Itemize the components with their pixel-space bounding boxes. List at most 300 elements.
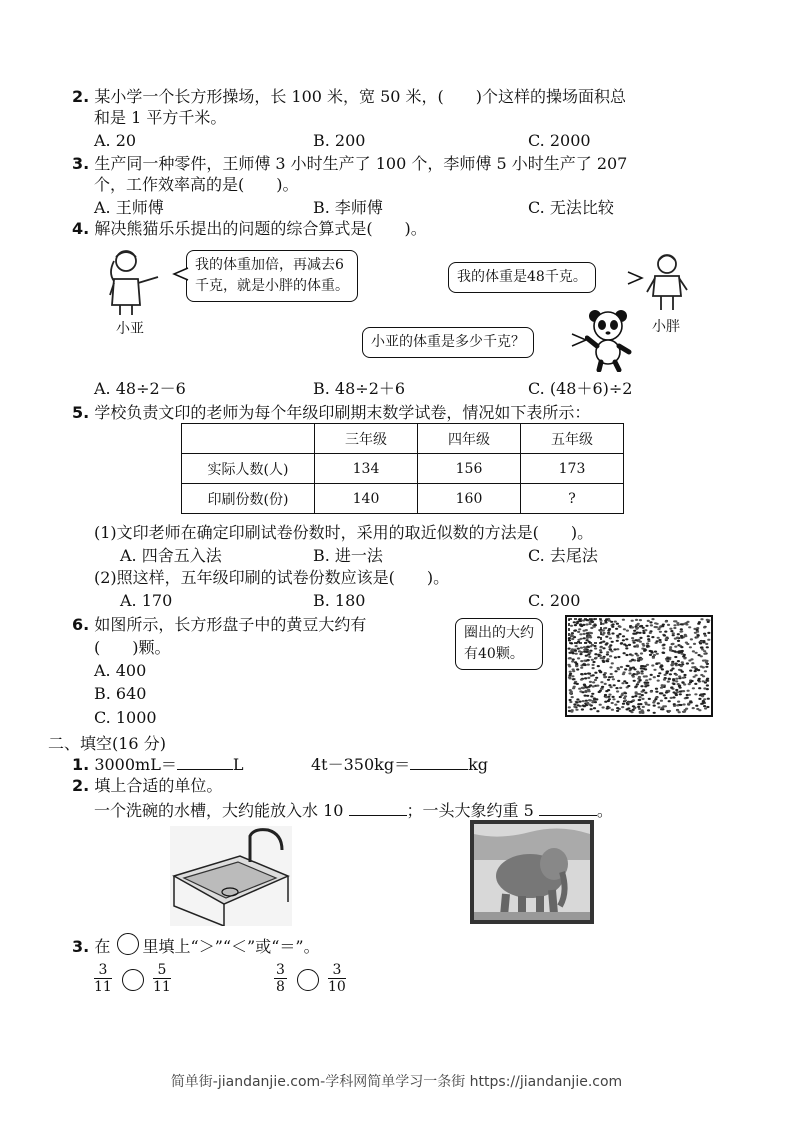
bean-dot <box>700 655 703 657</box>
bean-dot <box>653 712 656 714</box>
bean-dot <box>604 672 607 674</box>
bean-dot <box>707 639 710 641</box>
bean-dot <box>640 652 643 654</box>
option-a[interactable]: A. 400 <box>94 661 147 680</box>
bean-dot <box>697 669 700 671</box>
bean-dot <box>693 676 696 678</box>
bean-dot <box>640 658 643 660</box>
bean-dot <box>578 688 581 690</box>
bean-dot <box>639 637 642 639</box>
bean-dot <box>627 702 630 704</box>
question-text-cont: ( )颗。 <box>94 638 171 657</box>
bean-dot <box>599 620 602 622</box>
bean-dot <box>657 637 660 639</box>
bean-dot <box>628 644 631 646</box>
bean-dot <box>589 632 592 634</box>
bean-dot <box>636 646 639 648</box>
option-b[interactable]: B. 180 <box>313 591 366 610</box>
bean-dot <box>657 702 660 704</box>
bean-dot <box>611 632 614 634</box>
bean-dot <box>594 672 597 674</box>
bean-dot <box>644 668 647 670</box>
bean-dot <box>677 640 680 642</box>
bean-dot <box>636 683 639 685</box>
bean-dot <box>575 663 578 665</box>
bean-dot <box>631 620 634 622</box>
bean-dot <box>640 685 643 687</box>
bean-dot <box>605 696 608 698</box>
bean-dot <box>578 650 581 652</box>
option-b[interactable]: B. 48÷2＋6 <box>313 379 406 398</box>
option-a[interactable]: A. 王师傅 <box>94 198 164 217</box>
option-c[interactable]: C. 2000 <box>528 131 591 150</box>
bean-dot <box>580 625 583 627</box>
bean-dot <box>651 636 654 638</box>
name-label-boy: 小胖 <box>652 319 680 335</box>
bean-dot <box>642 645 645 647</box>
bean-dot <box>576 668 579 670</box>
bean-dot <box>613 684 616 686</box>
bean-dot <box>612 698 615 700</box>
bean-dot <box>651 652 654 654</box>
compare-circle[interactable] <box>297 969 319 991</box>
bean-dot <box>683 711 686 713</box>
bean-dot <box>608 620 611 622</box>
bean-dot <box>675 689 678 691</box>
bean-dot <box>673 703 676 705</box>
bean-dot <box>607 689 610 691</box>
elephant-image <box>470 820 594 924</box>
bean-dot <box>637 706 640 708</box>
question-text-cont: 和是 1 平方千米。 <box>94 108 227 127</box>
question-text: 。 <box>596 801 613 820</box>
bean-dot <box>696 627 699 629</box>
bean-dot <box>624 668 627 670</box>
bean-dot <box>606 651 609 653</box>
bean-dot <box>573 703 576 705</box>
bean-dot <box>658 639 661 641</box>
bean-dot <box>580 667 583 669</box>
bean-dot <box>629 710 632 712</box>
option-c[interactable]: C. 200 <box>528 591 581 610</box>
bean-dot <box>610 673 613 675</box>
bean-dot <box>678 652 681 654</box>
bean-dot <box>679 687 682 689</box>
unit-label: L <box>232 755 244 774</box>
option-a[interactable]: A. 48÷2－6 <box>94 379 186 398</box>
bean-plate-image <box>565 615 713 717</box>
bean-dot <box>571 696 574 698</box>
bean-dot <box>681 653 684 655</box>
bean-dot <box>573 706 576 708</box>
bean-dot <box>623 680 626 682</box>
bean-dot <box>597 654 600 656</box>
denominator: 11 <box>153 979 171 995</box>
bean-dot <box>703 687 706 689</box>
bean-dot <box>632 676 635 678</box>
bean-dot <box>614 621 617 623</box>
bean-dot <box>600 681 603 683</box>
bean-dot <box>584 673 587 675</box>
bean-dot <box>703 633 706 635</box>
bean-dot <box>663 679 666 681</box>
bean-dot <box>609 649 612 651</box>
bean-dot <box>578 701 581 703</box>
bean-dot <box>682 690 685 692</box>
bean-dot <box>697 635 700 637</box>
bean-dot <box>673 624 676 626</box>
bean-dot <box>692 707 695 709</box>
bean-dot <box>664 705 667 707</box>
bean-dot <box>602 706 605 708</box>
bubble-tail-icon <box>626 270 644 286</box>
speech-bubble-girl <box>186 250 358 302</box>
bean-dot <box>608 684 611 686</box>
bean-dot <box>584 695 587 697</box>
bean-dot <box>608 676 611 678</box>
bean-dot <box>697 679 700 681</box>
bean-dot <box>575 653 578 655</box>
speech-bubble-boy <box>448 262 596 293</box>
bean-dot <box>592 664 595 666</box>
bean-dot <box>579 690 582 692</box>
bean-dot <box>592 661 595 663</box>
bean-dot <box>632 640 635 642</box>
answer-blank[interactable] <box>410 753 468 770</box>
bean-dot <box>568 657 571 659</box>
bean-dot <box>661 668 664 670</box>
section-title: 二、填空(16 分) <box>48 734 166 753</box>
option-a[interactable]: A. 170 <box>120 591 173 610</box>
bean-dot <box>640 665 643 667</box>
bean-dot <box>577 657 580 659</box>
bean-dot <box>695 705 698 707</box>
panda-icon <box>585 308 633 372</box>
bean-dot <box>569 699 572 701</box>
bean-dot <box>653 705 656 707</box>
answer-blank[interactable] <box>349 799 407 816</box>
bean-dot <box>647 640 650 642</box>
bean-dot <box>592 681 595 683</box>
numerator: 5 <box>153 962 171 979</box>
bean-dot <box>626 708 629 710</box>
question-text: 一个洗碗的水槽，大约能放入水 10 <box>94 801 344 820</box>
bean-dot <box>617 656 620 658</box>
bean-dot <box>606 658 609 660</box>
bean-dot <box>633 668 636 670</box>
bean-dot <box>639 703 642 705</box>
question-number: 3. <box>72 937 90 956</box>
option-a[interactable]: A. 20 <box>94 131 137 150</box>
bean-dot <box>635 619 638 621</box>
bean-dot <box>636 654 639 656</box>
bean-dot <box>586 646 589 648</box>
bean-dot <box>694 693 697 695</box>
bean-dot <box>609 644 612 646</box>
bean-dot <box>654 651 657 653</box>
bean-dot <box>704 670 707 672</box>
bean-dot <box>680 646 683 648</box>
bean-dot <box>612 696 615 698</box>
bean-dot <box>613 648 616 650</box>
bean-dot <box>683 623 686 625</box>
fill-question-2-text <box>94 799 613 822</box>
bean-dot <box>576 683 579 685</box>
bean-dot <box>690 658 693 660</box>
boy-illustration <box>643 252 693 312</box>
bean-dot <box>633 630 636 632</box>
bean-dot <box>584 677 587 679</box>
bean-dot <box>575 709 578 711</box>
option-a[interactable]: A. 四舍五入法 <box>120 546 222 565</box>
bean-dot <box>581 708 584 710</box>
bean-dot <box>627 665 630 667</box>
bean-dot <box>622 619 625 621</box>
speech-bubble-beans <box>455 618 543 670</box>
bean-dot <box>667 681 670 683</box>
answer-blank[interactable] <box>177 753 233 770</box>
table-header-row <box>182 424 624 454</box>
bean-dot <box>568 706 571 708</box>
bean-dot <box>629 668 632 670</box>
bean-dot <box>623 628 626 630</box>
bean-dot <box>568 677 571 679</box>
question-5 <box>72 402 590 424</box>
numerator: 3 <box>94 962 112 979</box>
bean-dot <box>659 641 662 643</box>
bean-dot <box>599 690 602 692</box>
bean-dot <box>591 693 594 695</box>
answer-blank[interactable] <box>539 799 597 816</box>
bean-dot <box>611 702 614 704</box>
bean-dot <box>631 637 634 639</box>
bean-dot <box>624 699 627 701</box>
bean-dot <box>596 685 599 687</box>
bean-dot <box>621 706 624 708</box>
bean-dot <box>693 666 696 668</box>
bean-dot <box>571 638 574 640</box>
bean-dot <box>705 643 708 645</box>
bean-dot <box>623 643 626 645</box>
bean-dot <box>667 690 670 692</box>
bean-dot <box>639 619 642 621</box>
bean-dot <box>671 643 674 645</box>
bean-dot <box>592 685 595 687</box>
bean-dot <box>580 673 583 675</box>
bean-dot <box>587 672 590 674</box>
bean-dot <box>666 657 669 659</box>
bean-dot <box>624 692 627 694</box>
bean-dot <box>647 709 650 711</box>
bean-dot <box>645 625 648 627</box>
bean-dot <box>579 653 582 655</box>
bean-dot <box>585 690 588 692</box>
question-number: 2. <box>72 776 90 795</box>
question-number: 1. <box>72 755 90 774</box>
bean-dot <box>668 678 671 680</box>
question-text: 某小学一个长方形操场，长 100 米，宽 50 米，( )个这样的操场面积总 <box>94 87 627 106</box>
bean-dot <box>586 639 589 641</box>
bean-dot <box>698 698 701 700</box>
bean-dot <box>679 691 682 693</box>
bean-dot <box>582 687 585 689</box>
name-label-girl: 小亚 <box>116 321 144 337</box>
compare-circle[interactable] <box>122 969 144 991</box>
question-text: 学校负责文印的老师为每个年级印刷期末数学试卷，情况如下表所示： <box>94 403 591 422</box>
bean-dot <box>641 712 644 714</box>
bean-dot <box>622 639 625 641</box>
table-cell: 156 <box>418 454 521 484</box>
bean-dot <box>599 649 602 651</box>
bean-dot <box>641 698 644 700</box>
bean-dot <box>628 672 631 674</box>
table-cell: 印刷份数(份) <box>182 484 315 514</box>
bean-dot <box>577 639 580 641</box>
bean-dot <box>576 698 579 700</box>
bean-dot <box>707 698 710 700</box>
bean-dot <box>654 622 657 624</box>
bean-dot <box>589 650 592 652</box>
bean-dot <box>675 694 678 696</box>
bean-dot <box>611 641 614 643</box>
bean-dot <box>692 650 695 652</box>
bean-dot <box>641 672 644 674</box>
bean-dot <box>594 653 597 655</box>
bubble-line: 小亚的体重是多少千克？ <box>371 334 525 350</box>
circle-icon <box>117 933 139 955</box>
bean-dot <box>595 698 598 700</box>
bean-dot <box>588 690 591 692</box>
bean-dot <box>689 646 692 648</box>
bean-dot <box>665 672 668 674</box>
bean-dot <box>571 660 574 662</box>
bean-dot <box>657 680 660 682</box>
bean-dot <box>570 625 573 627</box>
option-b[interactable]: B. 李师傅 <box>313 198 383 217</box>
bean-dot <box>575 645 578 647</box>
bean-dot <box>680 630 683 632</box>
option-c[interactable]: C. 去尾法 <box>528 546 598 565</box>
bean-dot <box>585 651 588 653</box>
bean-dot <box>583 630 586 632</box>
bean-dot <box>622 673 625 675</box>
bean-dot <box>672 632 675 634</box>
bean-dot <box>631 626 634 628</box>
option-b[interactable]: B. 640 <box>94 684 147 703</box>
bean-dot <box>577 648 580 650</box>
bean-dot <box>668 710 671 712</box>
bean-dot <box>673 627 676 629</box>
bean-dot <box>647 620 650 622</box>
bean-dot <box>585 700 588 702</box>
bean-dot <box>582 700 585 702</box>
bean-dot <box>637 678 640 680</box>
bean-dot <box>671 668 674 670</box>
bean-dot <box>649 654 652 656</box>
numerator: 3 <box>276 962 285 978</box>
bean-dot <box>680 635 683 637</box>
bean-dot <box>616 623 619 625</box>
bean-dot <box>663 694 666 696</box>
bean-dot <box>571 652 574 654</box>
bean-dot <box>672 696 675 698</box>
bean-dot <box>650 674 653 676</box>
bean-dot <box>706 619 709 621</box>
bean-dot <box>670 687 673 689</box>
bean-dot <box>590 695 593 697</box>
bean-dot <box>600 657 603 659</box>
table-cell: 实际人数(人) <box>182 454 315 484</box>
bean-dot <box>646 664 649 666</box>
bean-dot <box>665 691 668 693</box>
bean-dot <box>637 672 640 674</box>
bean-dot <box>576 622 579 624</box>
bean-dot <box>644 692 647 694</box>
option-c[interactable]: C. (48＋6)÷2 <box>528 379 633 398</box>
bean-dot <box>685 642 688 644</box>
bean-dot <box>635 685 638 687</box>
table-header-cell: 三年级 <box>315 424 418 454</box>
bean-dot <box>607 630 610 632</box>
bean-dot <box>705 661 708 663</box>
question-2 <box>72 86 626 108</box>
fraction-left <box>94 962 112 995</box>
bean-dot <box>664 631 667 633</box>
numerator: 3 <box>328 962 346 979</box>
bean-dot <box>635 639 638 641</box>
question-6 <box>72 614 366 636</box>
bean-dot <box>616 635 619 637</box>
bean-dot <box>645 675 648 677</box>
bean-dot <box>678 669 681 671</box>
bean-dot <box>609 666 612 668</box>
bean-dot <box>649 621 652 623</box>
bean-dot <box>653 676 656 678</box>
bean-dot <box>661 707 664 709</box>
bean-dot <box>569 671 572 673</box>
bean-dot <box>638 699 641 701</box>
bean-dot <box>638 679 641 681</box>
bean-dot <box>604 627 607 629</box>
option-b[interactable]: B. 进一法 <box>313 546 383 565</box>
bean-dot <box>636 627 639 629</box>
unit-label: kg <box>468 755 489 774</box>
bean-dot <box>690 701 693 703</box>
bean-dot <box>639 641 642 643</box>
bean-dot <box>654 626 657 628</box>
bean-dot <box>621 682 624 684</box>
bean-dot <box>573 630 576 632</box>
bean-dot <box>633 642 636 644</box>
option-c[interactable]: C. 无法比较 <box>528 198 614 217</box>
bean-dot <box>575 701 578 703</box>
option-c[interactable]: C. 1000 <box>94 708 157 727</box>
bean-dot <box>703 626 706 628</box>
bean-dot <box>616 710 619 712</box>
bean-dot <box>631 659 634 661</box>
bean-dot <box>592 674 595 676</box>
bubble-line: 圈出的大约 <box>464 625 534 641</box>
bean-dot <box>599 704 602 706</box>
bean-dot <box>661 685 664 687</box>
bean-dot <box>673 650 676 652</box>
bean-dot <box>674 656 677 658</box>
option-b[interactable]: B. 200 <box>313 131 366 150</box>
bean-dot <box>670 669 673 671</box>
bean-dot <box>669 673 672 675</box>
bean-dot <box>599 646 602 648</box>
bean-dot <box>607 679 610 681</box>
